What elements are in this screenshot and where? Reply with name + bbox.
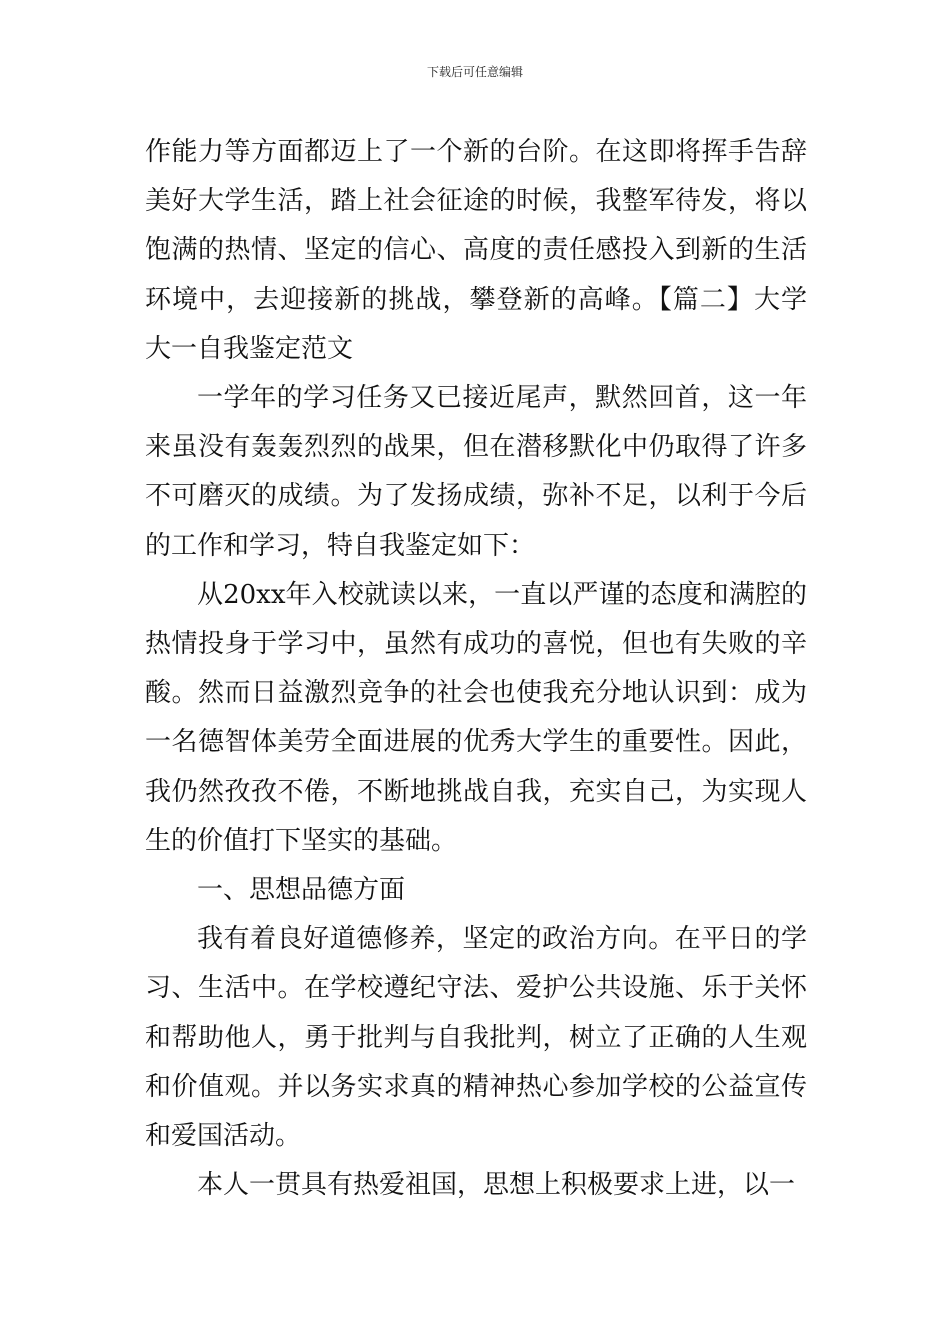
paragraph-3: 从20xx年入校就读以来，一直以严谨的态度和满腔的热情投身于学习中，虽然有成功的喜悦，但也有失败的辛酸。然而日益激烈竞争的社会也使我充分地认识到：成为一名德智体美劳全面进展的优秀大学生的重要性。因此，我仍然孜孜不倦，不断地挑战自我，充实自己，为实现人生的价值打下坚实的基础。 <box>145 579 807 856</box>
page-header: 下载后可任意编辑 <box>426 65 523 79</box>
paragraph-5: 本人一贯具有热爱祖国，思想上积极要求上进，以一 <box>197 1170 796 1201</box>
paragraph-1: 作能力等方面都迈上了一个新的台阶。在这即将挥手告辞美好大学生活，踏上社会征途的时候，我整军待发，将以饱满的热情、坚定的信心、高度的责任感投入到新的生活环境中，去迎接新的挑战，攀登新的高峰。【篇二】大学大一自我鉴定范文 <box>145 137 807 364</box>
paragraph-2: 一学年的学习任务又已接近尾声，默然回首，这一年来虽没有轰轰烈烈的战果，但在潜移默化中仍取得了许多不可磨灭的成绩。为了发扬成绩，弥补不足，以利于今后的工作和学习，特自我鉴定如下： <box>145 383 807 561</box>
document-body <box>145 128 807 1210</box>
paragraph-4: 我有着良好道德修养，坚定的政治方向。在平日的学习、生活中。在学校遵纪守法、爱护公共设施、乐于关怀和帮助他人，勇于批判与自我批判，树立了正确的人生观和价值观。并以务实求真的精神热心参加学校的公益宣传和爱国活动。 <box>145 924 807 1152</box>
section-heading: 一、思想品德方面 <box>197 875 406 906</box>
